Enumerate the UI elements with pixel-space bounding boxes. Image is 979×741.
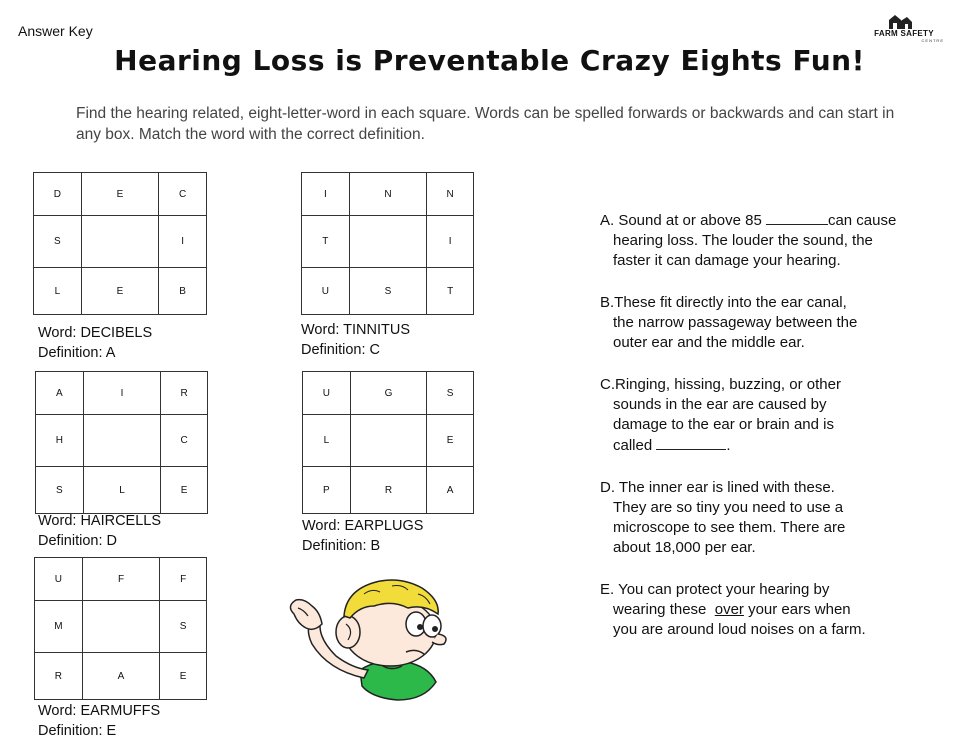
grid-cell: I	[159, 216, 207, 268]
grid-cell: E	[81, 173, 159, 216]
grid-cell: I	[427, 216, 474, 268]
grid-cell: C	[159, 173, 207, 216]
answer-key-label: Answer Key	[18, 23, 93, 39]
grid-center-cell	[349, 216, 427, 268]
grid-cell: S	[427, 372, 474, 415]
puzzle-grid-earplugs	[302, 371, 474, 514]
puzzle-grid-decibels	[33, 172, 207, 315]
puzzle-grid-haircells	[35, 371, 208, 514]
farm-safety-logo	[864, 12, 946, 46]
grid-center-cell	[81, 216, 159, 268]
grid-cell: B	[159, 268, 207, 315]
grid-cell: E	[160, 653, 207, 700]
grid-cell: E	[161, 467, 208, 514]
definition-answer: Definition: E	[38, 723, 117, 739]
logo-subtext: CENTRE	[921, 38, 944, 43]
word-answer: Word: EARPLUGS	[302, 518, 424, 534]
definition-answer: Definition: B	[302, 538, 381, 554]
grid-cell: A	[82, 653, 160, 700]
definitions-list	[600, 210, 920, 662]
grid-cell: S	[349, 268, 427, 315]
grid-cell: T	[427, 268, 474, 315]
definition-d: D. The inner ear is lined with these. They are so tiny you need to use a microscope to see them. There are about 18,000 per ear.	[600, 479, 846, 556]
definition-e: E. You can protect your hearing by wearing these over your ears when you are around loud noises on a farm.	[600, 581, 866, 638]
grid-cell: P	[303, 467, 351, 514]
logo-text: FARM SAFETY	[874, 29, 934, 38]
grid-cell: A	[427, 467, 474, 514]
grid-cell: E	[81, 268, 159, 315]
definition-answer: Definition: A	[38, 345, 116, 361]
grid-cell: M	[35, 601, 83, 653]
grid-cell: C	[161, 415, 208, 467]
grid-cell: U	[35, 558, 83, 601]
grid-cell: F	[82, 558, 160, 601]
word-answer: Word: EARMUFFS	[38, 703, 161, 719]
definition-answer: Definition: C	[301, 342, 380, 358]
barn-icon	[864, 12, 946, 30]
grid-cell: N	[349, 173, 427, 216]
grid-cell: I	[83, 372, 161, 415]
grid-cell: A	[36, 372, 84, 415]
grid-cell: U	[302, 268, 350, 315]
grid-cell: I	[302, 173, 350, 216]
grid-cell: D	[34, 173, 82, 216]
grid-cell: L	[303, 415, 351, 467]
definition-a: A. Sound at or above 85 can cause hearing loss. The louder the sound, the faster it can damage your hearing.	[600, 212, 897, 269]
definition-answer: Definition: D	[38, 533, 117, 549]
grid-center-cell	[83, 415, 161, 467]
grid-cell: T	[302, 216, 350, 268]
grid-center-cell	[82, 601, 160, 653]
grid-cell: E	[427, 415, 474, 467]
grid-cell: R	[35, 653, 83, 700]
grid-cell: L	[83, 467, 161, 514]
word-answer: Word: TINNITUS	[301, 322, 411, 338]
page-title: Hearing Loss is Preventable Crazy Eights Fun!	[114, 44, 865, 77]
puzzle-grid-tinnitus	[301, 172, 474, 315]
grid-cell: R	[161, 372, 208, 415]
grid-cell: S	[160, 601, 207, 653]
grid-cell: G	[350, 372, 427, 415]
grid-cell: F	[160, 558, 207, 601]
definition-b: B.These fit directly into the ear canal, the narrow passageway between the outer ear and the middle ear.	[600, 294, 858, 351]
grid-cell: L	[34, 268, 82, 315]
grid-cell: S	[36, 467, 84, 514]
answer-blank	[766, 210, 828, 225]
grid-cell: S	[34, 216, 82, 268]
grid-cell: H	[36, 415, 84, 467]
grid-cell: U	[303, 372, 351, 415]
cartoon-boy-listening	[268, 574, 473, 702]
definition-c: C.Ringing, hissing, buzzing, or other sounds in the ear are caused by damage to the ear or brain and is called .	[600, 376, 841, 454]
puzzle-grid-earmuffs	[34, 557, 207, 700]
word-answer: Word: DECIBELS	[38, 325, 153, 341]
grid-cell: R	[350, 467, 427, 514]
grid-cell: N	[427, 173, 474, 216]
word-answer: Word: HAIRCELLS	[38, 513, 162, 529]
grid-center-cell	[350, 415, 427, 467]
instructions: Find the hearing related, eight-letter-word in each square. Words can be spelled forwards or backwards and can start in any box. Match the word with the correct definition.	[76, 105, 895, 143]
answer-blank	[656, 435, 726, 450]
